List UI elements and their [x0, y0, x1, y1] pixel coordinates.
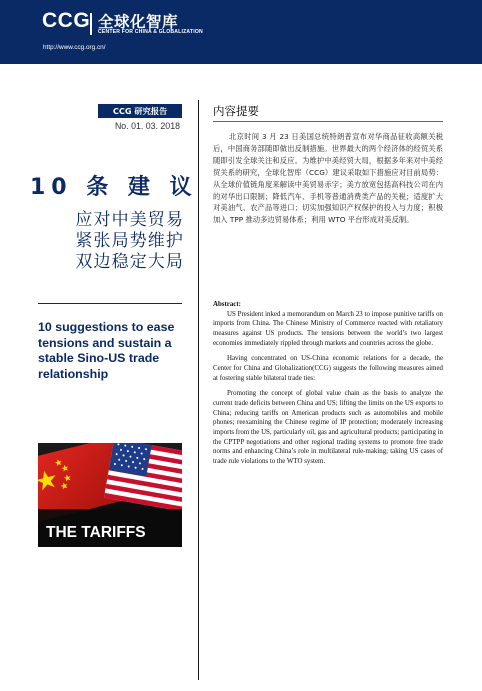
abstract-section [213, 300, 443, 473]
section-divider [38, 303, 182, 304]
column-divider [198, 100, 199, 680]
issue-number: No. 01. 03. 2018 [114, 121, 180, 131]
summary-text: 北京时间 3 月 23 日美国总统特朗普宣布对华商品征收高额关税后，中国商务部随即做出反制措施。世界最大的两个经济体的经贸关系随即引发全球关注和反应。为维护中美经贸大局，根据多年来对中美经贸关系的研究，全球化智库（CCG）建议采取如下措施应对目前局势：从全球价值链角度来解读中美贸易赤字；美方放宽包括高科技公司在内的对华出口限制；降低汽车、手机等普通消费类产品的关税；适度扩大对美油气、农产品等进口；切实加强知识产权保护的投入与力度；积极加入 TPP 推动多边贸易体系；利用 WTO 平台形成对美反制。 [213, 132, 443, 225]
brand-logo-en: CENTER FOR CHINA & GLOBALIZATION [98, 29, 203, 35]
abstract-paragraph-1: US President inked a memorandum on March 23 to impose punitive tariffs on imports from China. The Chinese Ministry of Commerce reacted with retaliatory measures against US products. The tensions between the world’s two largest economies immediately rippled through markets and countries across the globe. [213, 310, 443, 347]
abstract-paragraph-2: Having concentrated on US-China economic relations for a decade, the Center for China and Globalization(CCG) suggests the following measures aimed at fostering stable bilateral trade ties: [213, 355, 443, 382]
tariffs-flags-image [38, 443, 182, 547]
header-band [0, 0, 482, 64]
tariffs-caption: THE TARIFFS [46, 524, 146, 541]
brand-logo-cn: 全球化智库 [98, 13, 179, 31]
title-cn-line-1: 10 条 建 议 [30, 175, 198, 200]
logo-divider [90, 13, 92, 35]
title-cn-line-2: 应对中美贸易 [75, 210, 184, 230]
abstract-paragraph-3: Promoting the concept of global value chain as the basis to analyze the current trade deficits between China and US; lifting the limits on the US exports to China; reducing tariffs on American products such as automobiles and mobile phones; reexamining the Chinese regime of IP protection; moderately increasing imports from the US, particularly oil, gas and agricultural products; participating in the CPTPP negotiations and other regional trading systems to promote free trade norms and enhancing China’s role in multilateral rule-making; taking US cases of trade rule violations to the WTO system. [213, 390, 443, 466]
summary-heading: 内容提要 [213, 104, 259, 118]
abstract-heading-paragraph [213, 300, 443, 310]
title-cn-line-3: 紧张局势维护 [75, 231, 184, 251]
report-type-badge: CCG 研究报告 [98, 104, 182, 118]
summary-underline [213, 121, 443, 122]
abstract-label: Abstract: [213, 301, 241, 308]
title-en: 10 suggestions to ease tensions and sustain a stable Sino-US trade relationship [38, 320, 175, 381]
website-url[interactable]: http://www.ccg.org.cn/ [43, 44, 106, 51]
flags-illustration [38, 443, 182, 547]
brand-logo-short: CCG [42, 9, 91, 32]
title-cn-line-4: 双边稳定大局 [75, 252, 184, 272]
